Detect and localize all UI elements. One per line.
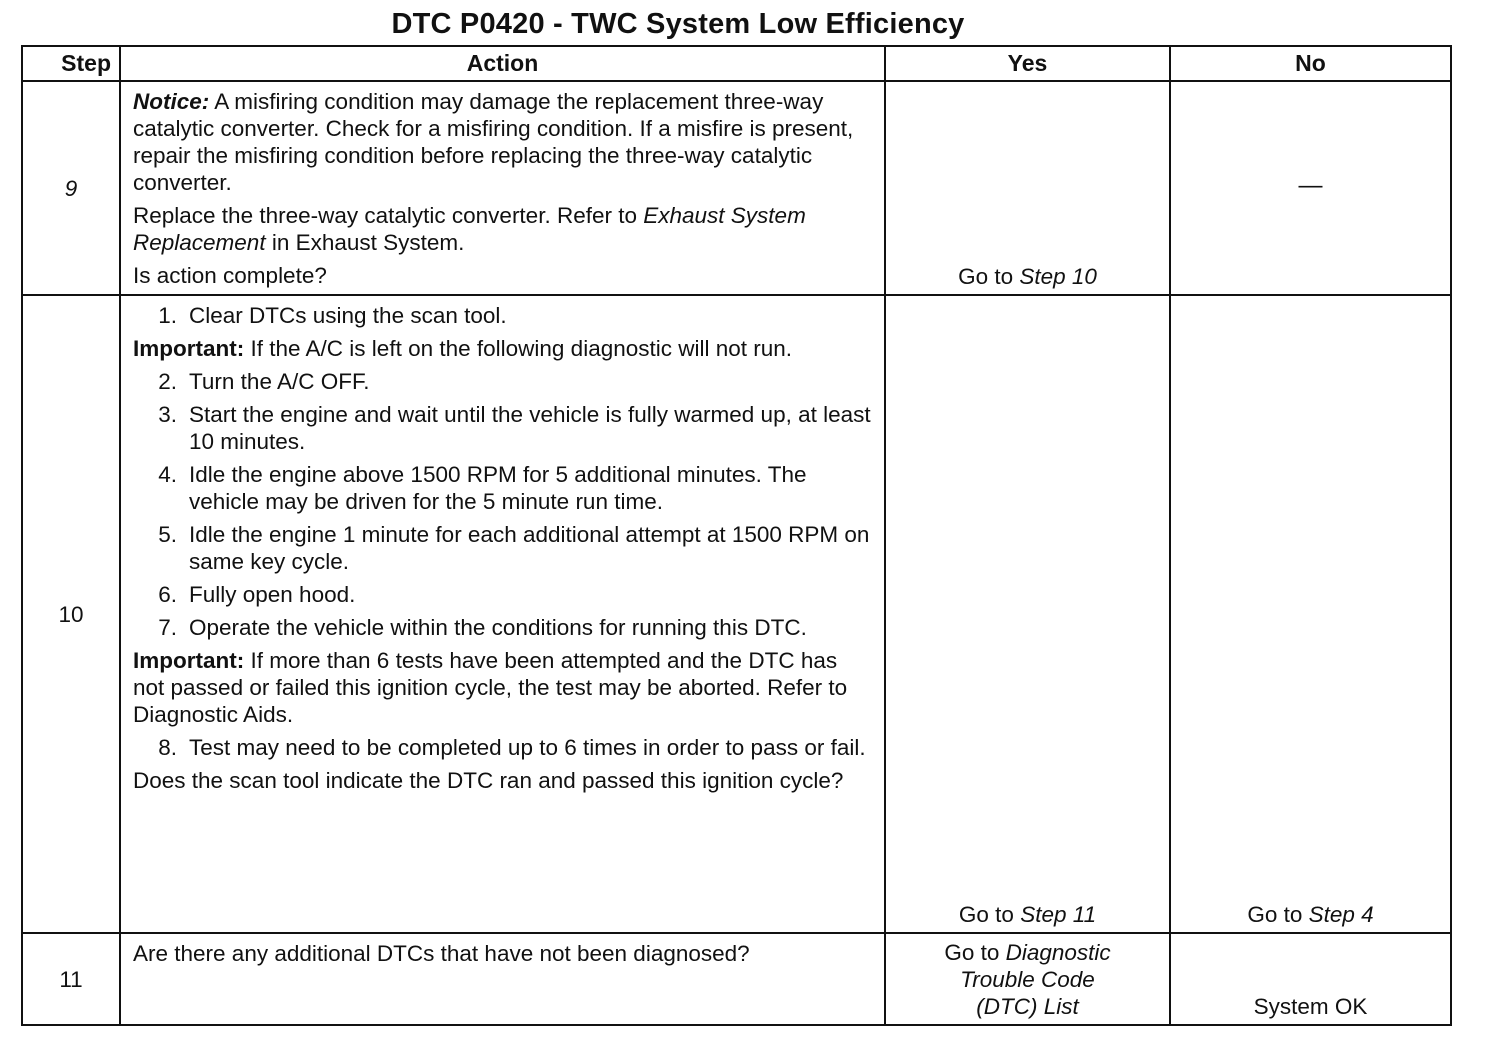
- list-item: 7. Operate the vehicle within the conditions for running this DTC.: [158, 615, 807, 640]
- table-row-step-9: [22, 81, 1451, 295]
- action-cell: [120, 933, 885, 1025]
- list-item: 1. Clear DTCs using the scan tool.: [158, 303, 507, 328]
- goto-step-link[interactable]: Step 11: [1020, 902, 1097, 927]
- list-item: 3. Start the engine and wait until the vehicle is fully warmed up, at least 10 minutes.: [158, 402, 871, 454]
- list-item: 5. Idle the engine 1 minute for each additional attempt at 1500 RPM on same key cycle.: [158, 522, 870, 574]
- yes-prefix: Go to: [958, 264, 1020, 289]
- replace-paragraph: [133, 202, 872, 256]
- yes-cell: [885, 933, 1170, 1025]
- question: Does the scan tool indicate the DTC ran and passed this ignition cycle?: [133, 768, 844, 793]
- notice-label: Notice:: [133, 89, 210, 114]
- page-title: DTC P0420 - TWC System Low Efficiency: [391, 8, 965, 40]
- important-label: Important:: [133, 648, 245, 673]
- header-no: No: [1170, 46, 1451, 81]
- action-cell: [120, 295, 885, 933]
- procedure-list: [133, 302, 872, 329]
- important-paragraph: [133, 335, 872, 362]
- replace-suffix: in Exhaust System.: [265, 230, 465, 255]
- table-header-row: [22, 46, 1451, 81]
- procedure-list: [133, 734, 872, 761]
- header-action: Action: [120, 46, 885, 81]
- notice-paragraph: [133, 88, 872, 196]
- yes-prefix: Go to: [944, 940, 1006, 965]
- list-item: 4. Idle the engine above 1500 RPM for 5 additional minutes. The vehicle may be driven for the 5 minute run time.: [158, 462, 807, 514]
- no-value: —: [1298, 172, 1323, 199]
- important-text: If more than 6 tests have been attempted and the DTC has not passed or failed this ignition cycle, the test may be aborted. Refer to Diagnostic Aids.: [133, 648, 848, 727]
- important-text: If the A/C is left on the following diagnostic will not run.: [244, 336, 793, 361]
- step-number: 10: [22, 295, 120, 933]
- no-value: System OK: [1253, 994, 1368, 1019]
- question: Is action complete?: [133, 263, 327, 288]
- no-cell: [1170, 933, 1451, 1025]
- replace-reference-link[interactable]: Exhaust System Replacement: [133, 203, 806, 255]
- yes-cell: [885, 295, 1170, 933]
- question: Are there any additional DTCs that have not been diagnosed?: [133, 941, 750, 966]
- no-prefix: Go to: [1247, 902, 1309, 927]
- list-item: 2. Turn the A/C OFF.: [158, 369, 370, 394]
- action-cell: [120, 81, 885, 295]
- header-step: Step: [22, 46, 120, 81]
- replace-text: Replace the three-way catalytic converter. Refer to: [133, 203, 644, 228]
- dtc-table: [21, 45, 1452, 1026]
- list-item: 8. Test may need to be completed up to 6 times in order to pass or fail.: [158, 735, 866, 760]
- procedure-list: [133, 368, 872, 641]
- dtc-list-link[interactable]: Diagnostic Trouble Code (DTC) List: [960, 940, 1111, 1019]
- step-number: 11: [22, 933, 120, 1025]
- yes-prefix: Go to: [958, 902, 1021, 927]
- table-row-step-10: [22, 295, 1451, 933]
- goto-step-link[interactable]: Step 10: [1019, 264, 1097, 289]
- list-item: 6. Fully open hood.: [158, 582, 356, 607]
- yes-cell: [885, 81, 1170, 295]
- important-label: Important:: [133, 336, 245, 361]
- no-cell: [1170, 81, 1451, 295]
- table-row-step-11: [22, 933, 1451, 1025]
- notice-text: A misfiring condition may damage the replacement three-way catalytic converter. Check for a misfiring condition. If a misfire is present, repair the misfiring condition before replacing the three-way catalytic converter.: [133, 89, 854, 195]
- important-paragraph: [133, 647, 872, 728]
- header-yes: Yes: [885, 46, 1170, 81]
- no-cell: [1170, 295, 1451, 933]
- step-number: 9: [22, 81, 120, 295]
- goto-step-link[interactable]: Step 4: [1308, 902, 1374, 927]
